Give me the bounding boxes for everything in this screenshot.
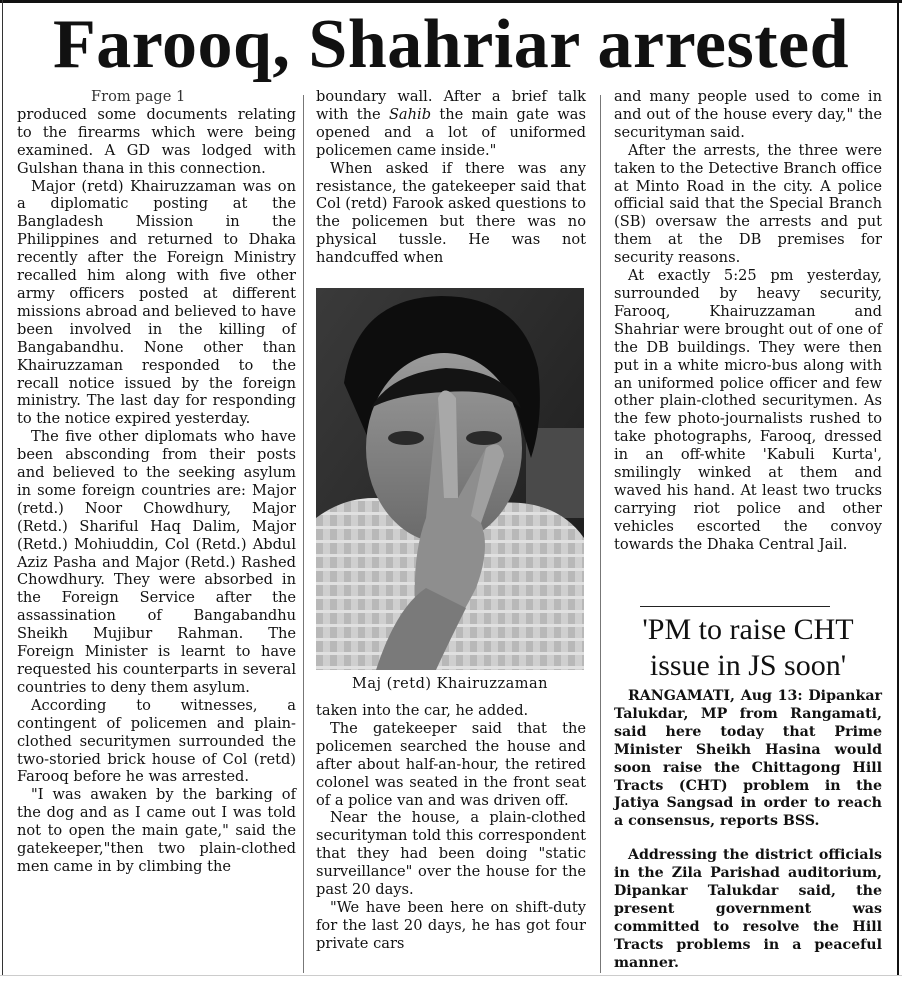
photo-illustration [316, 288, 584, 670]
sidebar-divider [640, 606, 830, 607]
paragraph: and many people used to come in and out of the house every day," the securityman said. [614, 88, 882, 141]
continuation-label: From page 1 [91, 88, 186, 105]
article-column-1 [17, 88, 296, 876]
top-rule [0, 0, 902, 3]
article-column-3 [614, 88, 882, 554]
headline: Farooq, Shahriar arrested [52, 6, 850, 83]
paragraph: At exactly 5:25 pm yesterday, surrounded by heavy security, Farooq, Khairuzzaman and Shahriar were brought out of one of the DB buildings. They were then put in a white micro-bus along with an uniformed police officer and few other plain-clothed securitymen. As the few photo-journalists rushed to take photographs, Farooq, dressed in an off-white 'Kabuli Kurta', smilingly winked at them and waved his hand. At least two trucks carrying riot police and other vehicles escorted the convoy towards the Dhaka Central Jail. [614, 267, 882, 553]
text-run: the main gate was opened and a lot of uniformed policemen came inside." [316, 105, 586, 159]
paragraph: The five other diplomats who have been absconding from their posts and believed to the seeking asylum in some foreign countries are: Major (retd.) Noor Chowdhury, Major (Retd.) Shariful Haq Dalim, Major (Retd.) Mohiuddin, Col (Retd.) Abdul Aziz Pasha and Major (Retd.) Rashed Chowdhury. They were absorbed in the Foreign Service after the assassination of Bangabandhu Sheikh Mujibur Rahman. The Foreign Minister is learnt to have requested his counterparts in several countries to deny them asylum. [17, 428, 296, 696]
portrait-photo [316, 288, 584, 670]
paragraph: taken into the car, he added. [316, 702, 529, 719]
photo-caption: Maj (retd) Khairuzzaman [351, 676, 549, 692]
column-rule [303, 95, 304, 973]
article-column-2-top [316, 88, 586, 267]
sidebar-headline: 'PM to raise CHT issue in JS soon' [642, 613, 854, 682]
paragraph: RANGAMATI, Aug 13: Dipankar Talukdar, MP from Rangamati, said here today that Prime Minister Sheikh Hasina would soon raise the Chittagong Hill Tracts (CHT) problem in the Jatiya Sangsad in order to reach a consensus, reports BSS. [614, 688, 882, 830]
paragraph: According to witnesses, a contingent of policemen and plain-clothed securitymen surrounded the two-storied brick house of Col (retd) Farooq before he was arrested. [17, 696, 296, 786]
bottom-edge [0, 975, 902, 976]
paragraph: produced some documents relating to the firearms which were being examined. A GD was lodged with Gulshan thana in this connection. [17, 105, 296, 177]
paragraph: Major (retd) Khairuzzaman was on a diplomatic posting at the Bangladesh Mission in the Philippines and returned to Dhaka recently after the Foreign Ministry recalled him along with five other army officers posted at different missions abroad and believed to have been involved in the killing of Bangabandhu. None other than Khairuzzaman responded to the recall notice issued by the foreign ministry. The last day for responding to the notice expired yesterday. [17, 177, 296, 428]
article-column-2-bottom [316, 702, 586, 953]
paragraph: Addressing the district officials in the Zila Parishad auditorium, Dipankar Talukdar said, the present government was committed to resolve the Hill Tracts problems in a peaceful manner. [614, 847, 882, 971]
paragraph: "I was awaken by the barking of the dog and as I came out I was told not to open the main gate," said the gatekeeper,"then two plain-clothed men came in by climbing the [17, 786, 296, 875]
paragraph: "We have been here on shift-duty for the last 20 days, he has got four private cars [316, 898, 586, 952]
italic-word: Sahib [388, 105, 432, 123]
paragraph: After the arrests, the three were taken to the Detective Branch office at Minto Road in the city. A police official said that the Special Branch (SB) oversaw the arrests and put them at the DB premises for security reasons. [614, 141, 882, 267]
text-run: boundary wall. After a brief talk with the [316, 88, 586, 123]
left-border [2, 0, 3, 975]
right-border [897, 0, 899, 975]
paragraph: Near the house, a plain-clothed securityman told this correspondent that they had been doing "static surveillance" over the house for the past 20 days. [316, 809, 586, 899]
paragraph: The gatekeeper said that the policemen searched the house and after about half-an-hour, the retired colonel was seated in the front seat of a police van and was driven off. [316, 719, 586, 809]
paragraph [316, 88, 586, 160]
sidebar-story [614, 688, 882, 973]
column-rule [600, 95, 601, 973]
paragraph: When asked if there was any resistance, the gatekeeper said that Col (retd) Farook asked questions to the policemen but there was no physical tussle. He was not handcuffed when [316, 159, 586, 267]
